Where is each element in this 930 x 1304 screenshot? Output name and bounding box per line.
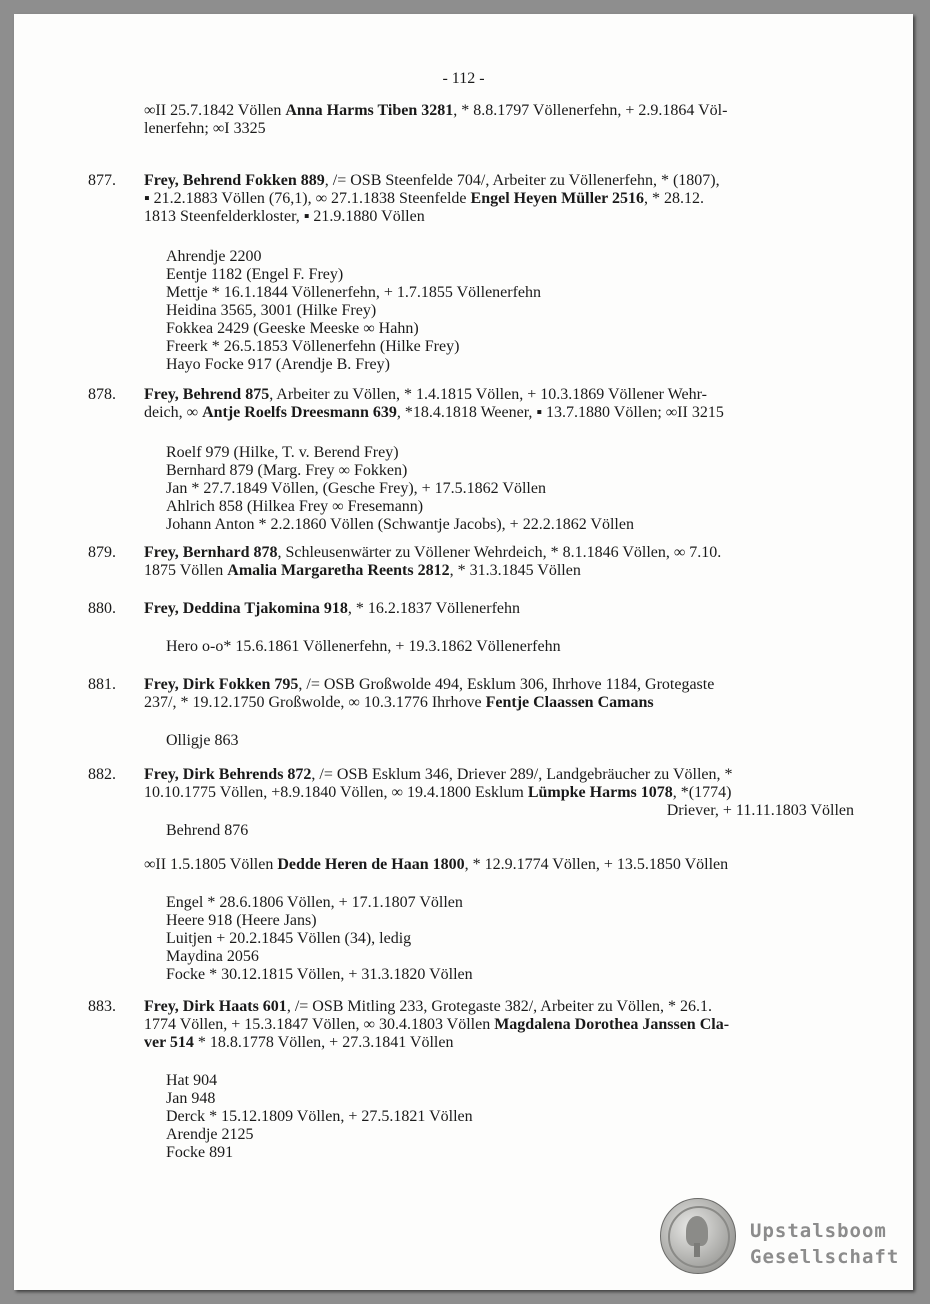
entry-number: 881.: [88, 676, 116, 693]
spouse-name: Lümpke Harms 1078: [527, 784, 673, 801]
person-name: Frey, Dirk Behrends 872: [144, 766, 312, 783]
entry-number: 879.: [88, 544, 116, 561]
list-item: Arendje 2125: [166, 1126, 254, 1143]
children-list: [166, 444, 634, 534]
list-item: Johann Anton * 2.2.1860 Völlen (Schwantje Jacobs), + 22.2.1862 Völlen: [166, 516, 634, 533]
spouse-name: Anna Harms Tiben 3281: [285, 102, 454, 119]
list-item: Ahrendje 2200: [166, 248, 262, 265]
page-number: - 112 -: [442, 70, 485, 87]
list-item: Olligje 863: [166, 732, 239, 749]
spouse-name: Magdalena Dorothea Janssen Cla-: [494, 1016, 730, 1033]
entry-number: 882.: [88, 766, 116, 783]
person-name: Frey, Bernhard 878: [144, 544, 278, 561]
list-item: Mettje * 16.1.1844 Völlenerfehn, + 1.7.1855 Völlenerfehn: [166, 284, 542, 301]
spouse-name: Antje Roelfs Dreesmann 639: [202, 404, 397, 421]
list-item: Roelf 979 (Hilke, T. v. Berend Frey): [166, 444, 399, 461]
list-item: Fokkea 2429 (Geeske Meeske ∞ Hahn): [166, 320, 419, 337]
spouse-name: Dedde Heren de Haan 1800: [277, 856, 465, 873]
list-item: Hayo Focke 917 (Arendje B. Frey): [166, 356, 390, 373]
person-name: Frey, Behrend 875: [144, 386, 270, 403]
children-list: [166, 1072, 473, 1162]
list-item: Eentje 1182 (Engel F. Frey): [166, 266, 344, 283]
list-item: Focke 891: [166, 1144, 234, 1161]
children-list: [166, 248, 541, 374]
document-page: - 112 - ∞II 25.7.1842 Völlen Anna Harms Tiben 3281, * 8.8.1797 Völlenerfehn, + 2.9.1864 Völ- lenerfehn; ∞I 3325 877. Frey, Behrend Fokken 889, /= OSB Steenfelde 704/, Arbeiter zu Völlenerfehn, * (1807), ▪ 21.2.1883 Völlen (76,1), ∞ 27.1.1838 Steenfelde Engel Heyen Müller 2516, * 28.12. 1813 Steenfelderkloster, ▪ 21.9.1880 Völlen Ahrendje 2200 Eentje 1182 (Engel F. Frey) Mettje * 16.1.1844 Völlenerfehn, + 1.7.1855 Völlenerfehn Heidina 3565, 3001 (Hilke Frey) Fokkea 2429 (Geeske Meeske ∞ Hahn) Freerk * 26.5.1853 Völlenerfehn (Hilke Frey) Hayo Focke 917 (Arendje B. Frey) 878. Frey, Behrend 875, Arbeiter zu Völlen, * 1.4.1815 Völlen, + 10.3.1869 Völlener Wehr- deich, ∞ Antje Roelfs Dreesmann 639, *18.4.1818 Weener, ▪ 13.7.1880 Völlen; ∞II 3215 Roelf 979 (Hilke, T. v. Berend Frey) Bernhard 879 (Marg. Frey ∞ Fokken) Jan * 27.7.1849 Völlen, (Gesche Frey), + 17.5.1862 Völlen Ahlrich 858 (Hilkea Frey ∞ Fresemann) Johann Anton * 2.2.1860 Völlen (Schwantje Jacobs), + 22.2.1862 Völlen 879. Frey, Bernhard 878, Schleusenwärter zu Völlener Wehrdeich, * 8.1.1846 Völlen, ∞ 7.10. 1875 Völlen Amalia Margaretha Reents 2812, * 31.3.1845 Völlen 880. Frey, Deddina Tjakomina 918, * 16.2.1837 Völlenerfehn Hero o-o* 15.6.1861 Völlenerfehn, + 19.3.1862 Völlenerfehn 881. Frey, Dirk Fokken 795, /= OSB Großwolde 494, Esklum 306, Ihrhove 1184, Grotegaste 237/, * 19.12.1750 Großwolde, ∞ 10.3.1776 Ihrhove Fentje Claassen Camans Olligje 863 882. Frey, Dirk Behrends 872, /= OSB Esklum 346, Driever 289/, Landgebräucher zu Völlen, * 10.10.1775 Völlen, +8.9.1840 Völlen, ∞ 19.4.1800 Esklum Lümpke Harms 1078, *(1774) Driever, + 11.11.1803 Völlen Behrend 876 ∞II 1.5.1805 Völlen Dedde Heren de Haan 1800, * 12.9.1774 Völlen, + 13.5.1850 Völlen Engel * 28.6.1806 Völlen, + 17.1.1807 Völlen Heere 918 (Heere Jans) Luitjen + 20.2.1845 Völlen (34), ledig Maydina 2056 Focke * 30.12.1815 Völlen, + 31.3.1820 Völlen 883. Frey, Dirk Haats 601, /= OSB Mitling 233, Grotegaste 382/, Arbeiter zu Völlen, * 26.1. 1774 Völlen, + 15.3.1847 Völlen, ∞ 30.4.1803 Völlen Magdalena Dorothea Janssen Cla- ver 514 * 18.8.1778 Völlen, + 27.3.1841 Völlen Hat 904 Jan 948 Derck * 15.12.1809 Völlen, + 27.5.1821 Völlen Arendje 2125 Focke 891 Upstalsboom Gesellschaft: [14, 14, 913, 1290]
entry-number: 877.: [88, 172, 116, 189]
spouse-name: Fentje Claassen Camans: [485, 694, 654, 711]
spouse-name: Engel Heyen Müller 2516: [470, 190, 644, 207]
list-item: Freerk * 26.5.1853 Völlenerfehn (Hilke Frey): [166, 338, 460, 355]
society-logo-text: Upstalsboom Gesellschaft: [750, 1220, 900, 1268]
list-item: Heere 918 (Heere Jans): [166, 912, 317, 929]
list-item: Jan * 27.7.1849 Völlen, (Gesche Frey), + 17.5.1862 Völlen: [166, 480, 546, 497]
children-list: [166, 638, 561, 656]
entry-number: 878.: [88, 386, 116, 403]
list-item: Behrend 876: [166, 822, 249, 839]
list-item: Maydina 2056: [166, 948, 259, 965]
continuation-text: ∞II 25.7.1842 Völlen Anna Harms Tiben 3281, * 8.8.1797 Völlenerfehn, + 2.9.1864 Völ- lenerfehn; ∞I 3325: [144, 102, 728, 137]
spouse-name-cont: ver 514: [144, 1034, 194, 1051]
list-item: Focke * 30.12.1815 Völlen, + 31.3.1820 Völlen: [166, 966, 473, 983]
list-item: Ahlrich 858 (Hilkea Frey ∞ Fresemann): [166, 498, 424, 515]
person-name: Frey, Dirk Fokken 795: [144, 676, 299, 693]
person-name: Frey, Behrend Fokken 889: [144, 172, 325, 189]
list-item: Bernhard 879 (Marg. Frey ∞ Fokken): [166, 462, 408, 479]
list-item: Luitjen + 20.2.1845 Völlen (34), ledig: [166, 930, 412, 947]
person-name: Frey, Deddina Tjakomina 918: [144, 600, 348, 617]
list-item: Heidina 3565, 3001 (Hilke Frey): [166, 302, 377, 319]
spouse-name: Amalia Margaretha Reents 2812: [227, 562, 450, 579]
children-list: [166, 894, 473, 984]
list-item: Jan 948: [166, 1090, 216, 1107]
children-list: [166, 732, 238, 750]
list-item: Engel * 28.6.1806 Völlen, + 17.1.1807 Völlen: [166, 894, 463, 911]
list-item: Derck * 15.12.1809 Völlen, + 27.5.1821 Völlen: [166, 1108, 473, 1125]
list-item: Hat 904: [166, 1072, 218, 1089]
entry-number: 883.: [88, 998, 116, 1015]
society-seal-icon: [660, 1198, 736, 1274]
entry-number: 880.: [88, 600, 116, 617]
children-list: [166, 822, 248, 840]
person-name: Frey, Dirk Haats 601: [144, 998, 287, 1015]
list-item: Hero o-o* 15.6.1861 Völlenerfehn, + 19.3.1862 Völlenerfehn: [166, 638, 561, 655]
